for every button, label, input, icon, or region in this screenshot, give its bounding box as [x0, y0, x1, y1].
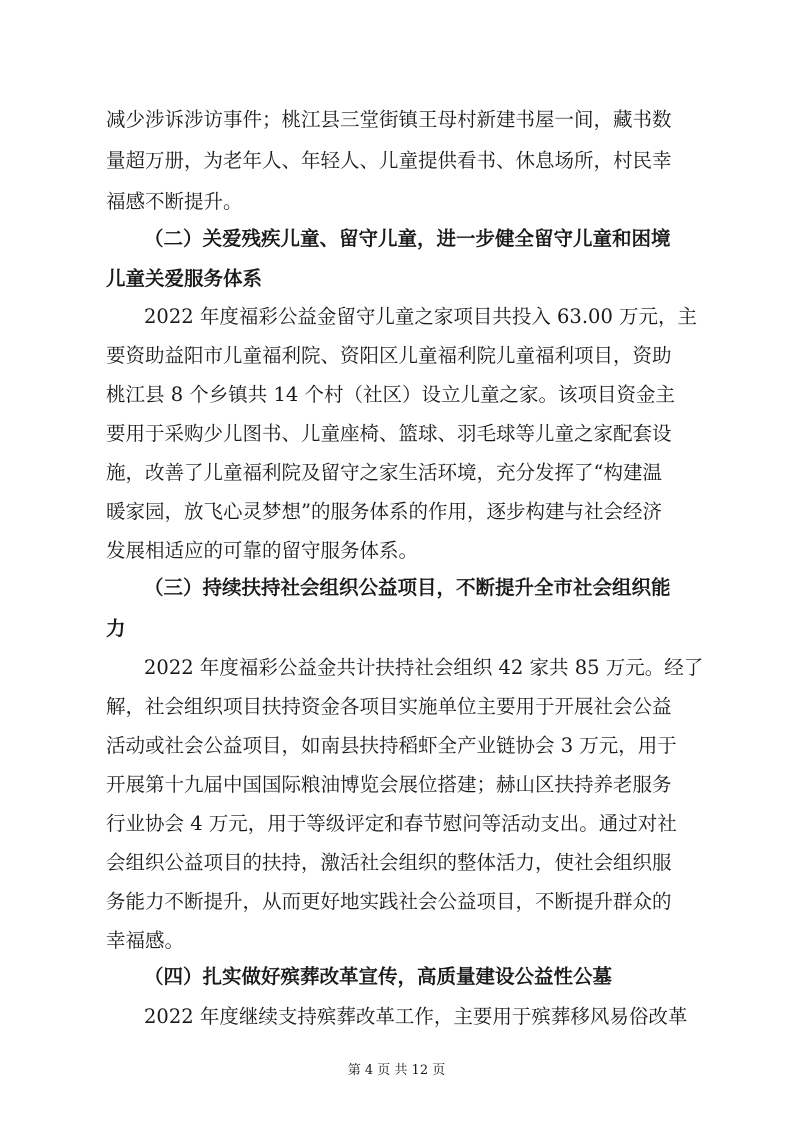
section-heading-4: （四）扎实做好殡葬改革宣传，高质量建设公益性公墓	[144, 965, 613, 988]
body-text-line: 2022 年度福彩公益金留守儿童之家项目共投入 63.00 万元，主	[144, 305, 698, 328]
body-text-line: 量超万册，为老年人、年轻人、儿童提供看书、休息场所，村民幸	[106, 149, 672, 172]
section-heading-2-cont: 儿童关爱服务体系	[106, 267, 263, 290]
body-text-line: 福感不断提升。	[106, 190, 243, 213]
body-text-line: 减少涉诉涉访事件；桃江县三堂街镇王母村新建书屋一间，藏书数	[106, 108, 672, 131]
body-text-line: 会组织公益项目的扶持，激活社会组织的整体活力，使社会组织服	[106, 851, 672, 874]
section-heading-2: （二）关爱残疾儿童、留守儿童，进一步健全留守儿童和困境	[144, 227, 671, 250]
section-heading-3: （三）持续扶持社会组织公益项目，不断提升全市社会组织能	[144, 576, 671, 599]
body-text-line: 务能力不断提升，从而更好地实践社会公益项目，不断提升群众的	[106, 890, 672, 913]
body-text-line: 要资助益阳市儿童福利院、资阳区儿童福利院儿童福利项目，资助	[106, 344, 672, 367]
body-text-line: 幸福感。	[106, 929, 185, 952]
body-text-line: 施，改善了儿童福利院及留守之家生活环境，充分发挥了“构建温	[106, 461, 662, 484]
body-text-line: 2022 年度继续支持殡葬改革工作，主要用于殡葬移风易俗改革	[144, 1005, 688, 1028]
page-number-footer: 第 4 页 共 12 页	[347, 1063, 446, 1078]
body-text-line: 发展相适应的可靠的留守服务体系。	[106, 539, 419, 562]
body-text-line: 活动或社会公益项目，如南县扶持稻虾全产业链协会 3 万元，用于	[106, 734, 677, 757]
body-text-line: 暖家园，放飞心灵梦想”的服务体系的作用，逐步构建与社会经济	[106, 500, 662, 523]
body-text-line: 开展第十九届中国国际粮油博览会展位搭建；赫山区扶持养老服务	[106, 773, 672, 796]
body-text-line: 行业协会 4 万元，用于等级评定和春节慰问等活动支出。通过对社	[106, 812, 677, 835]
body-text-line: 解，社会组织项目扶持资金各项目实施单位主要用于开展社会公益	[106, 695, 672, 718]
body-text-line: 桃江县 8 个乡镇共 14 个村（社区）设立儿童之家。该项目资金主	[106, 383, 676, 406]
section-heading-3-cont: 力	[106, 617, 126, 640]
body-text-line: 要用于采购少儿图书、儿童座椅、篮球、羽毛球等儿童之家配套设	[106, 422, 672, 445]
body-text-line: 2022 年度福彩公益金共计扶持社会组织 42 家共 85 万元。经了	[144, 656, 704, 679]
